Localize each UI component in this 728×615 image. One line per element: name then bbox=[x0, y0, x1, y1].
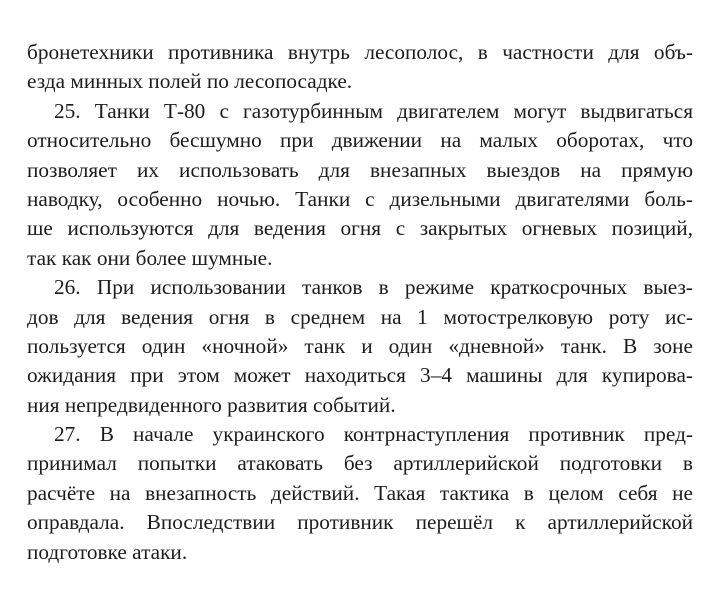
paragraph bbox=[27, 97, 693, 273]
paragraph bbox=[27, 273, 693, 420]
text-line: наводку, особенно ночью. Танки с дизельными двигателями боль- bbox=[27, 186, 693, 211]
text-line: так как они более шумные. bbox=[27, 245, 273, 270]
text-line: 26. При использовании танков в режиме краткосрочных выез- bbox=[54, 275, 693, 300]
text-line: пользуется один «ночной» танк и один «дневной» танк. В зоне bbox=[27, 333, 693, 358]
text-line: 25. Танки Т-80 с газотурбинным двигателем могут выдвигаться bbox=[54, 98, 693, 123]
text-line: бронетехники противника внутрь лесополос, в частности для объ- bbox=[27, 40, 693, 64]
text-line: подготовке атаки. bbox=[27, 539, 188, 564]
text-line: езда минных полей по лесопосадке. bbox=[27, 69, 353, 94]
text-line: дов для ведения огня в среднем на 1 мотострелковую роту ис- bbox=[27, 304, 693, 329]
text-line: расчёте на внезапность действий. Такая тактика в целом себя не bbox=[27, 480, 693, 505]
text-line: 27. В начале украинского контрнаступления противник пред- bbox=[54, 422, 693, 447]
text-line: принимал попытки атаковать без артиллерийской подготовки в bbox=[27, 451, 693, 476]
text-line: оправдала. Впоследствии противник перешёл к артиллерийской bbox=[27, 510, 693, 535]
text-line: ожидания при этом может находиться 3–4 машины для купирова- bbox=[27, 363, 693, 388]
document-page bbox=[27, 38, 693, 567]
paragraph bbox=[27, 420, 693, 567]
paragraph bbox=[27, 38, 693, 97]
text-line: ния непредвиденного развития событий. bbox=[27, 392, 396, 417]
text-line: ше используются для ведения огня с закрытых огневых позиций, bbox=[27, 216, 693, 241]
text-line: относительно бесшумно при движении на малых оборотах, что bbox=[27, 128, 693, 153]
text-line: позволяет их использовать для внезапных выездов на прямую bbox=[27, 157, 693, 182]
